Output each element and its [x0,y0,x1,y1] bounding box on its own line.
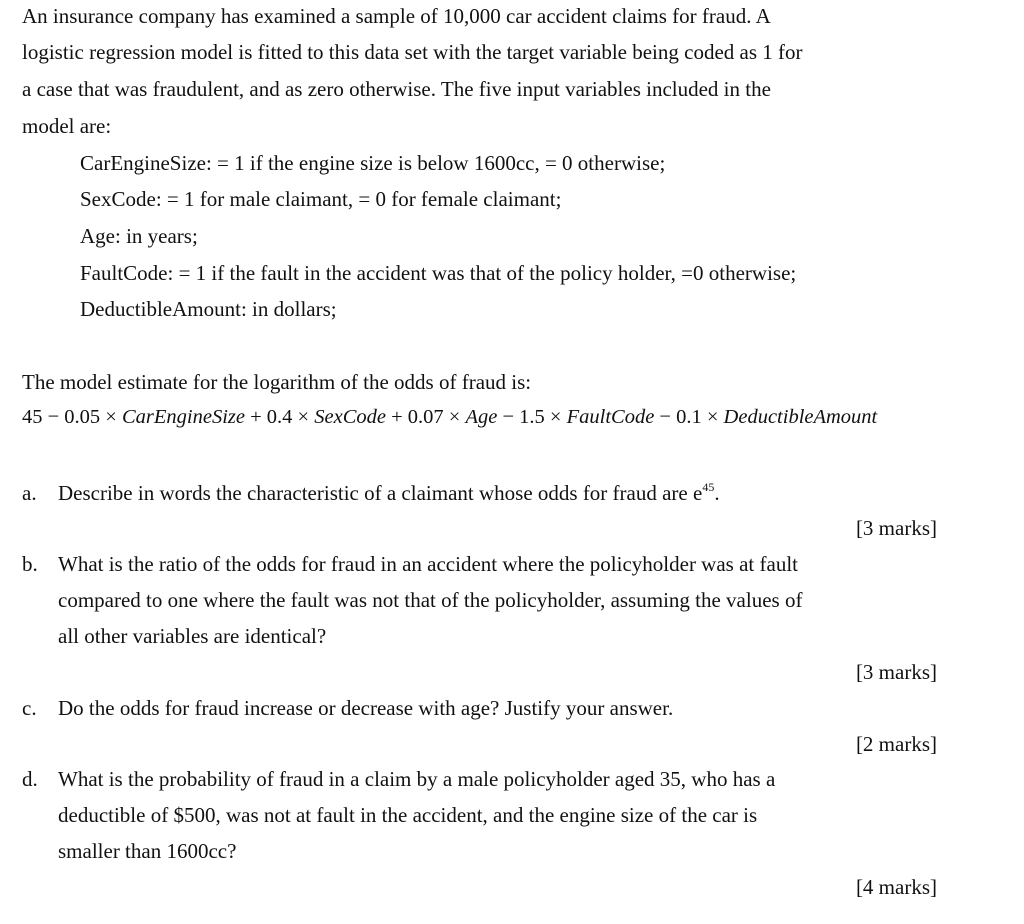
intro-line-2: logistic regression model is fitted to this data set with the target variable being coded as 1 for [22,40,803,64]
formula-variable: Age [465,406,498,428]
intro-line-1: An insurance company has examined a sample of 10,000 car accident claims for fraud. A [22,4,771,28]
formula-term: 45 − 0.05 × [22,406,122,428]
formula-variable: FaultCode [566,406,655,428]
question-b-marks: [3 marks] [855,660,937,684]
question-d-line-3: smaller than 1600cc? [58,839,237,863]
question-b-line-1: What is the ratio of the odds for fraud in an accident where the policyholder was at fault [58,552,798,576]
model-formula [22,405,877,429]
formula-term: − 0.1 × [654,406,724,428]
question-c-line-1: Do the odds for fraud increase or decrease with age? Justify your answer. [58,696,674,720]
formula-variable: DeductibleAmount [723,406,878,428]
variable-sex-code: SexCode: = 1 for male claimant, = 0 for female claimant; [80,187,562,211]
question-a-label: a. [22,481,37,505]
question-d-line-1: What is the probability of fraud in a claim by a male policyholder aged 35, who has a [58,767,776,791]
formula-variable: CarEngineSize [122,406,245,428]
variable-deductible-amount: DeductibleAmount: in dollars; [80,297,337,321]
question-d-label: d. [22,767,38,791]
question-d-marks: [4 marks] [855,875,937,899]
question-b-line-2: compared to one where the fault was not that of the policyholder, assuming the values of [58,588,803,612]
question-a-exponent: 45 [702,480,715,494]
formula-term: + 0.07 × [385,406,466,428]
model-heading: The model estimate for the logarithm of the odds of fraud is: [22,370,532,394]
question-a-end: . [714,481,720,505]
question-a-line-1: Describe in words the characteristic of a claimant whose odds for fraud are e [58,481,703,505]
question-c-marks: [2 marks] [855,732,937,756]
question-b-line-3: all other variables are identical? [58,624,327,648]
formula-term: − 1.5 × [497,406,567,428]
question-c-label: c. [22,696,37,720]
variable-car-engine-size: CarEngineSize: = 1 if the engine size is below 1600cc, = 0 otherwise; [80,151,666,175]
intro-line-4: model are: [22,114,112,138]
question-a-text [58,481,720,505]
variable-age: Age: in years; [80,224,198,248]
question-d-line-2: deductible of $500, was not at fault in the accident, and the engine size of the car is [58,803,758,827]
intro-line-3: a case that was fraudulent, and as zero otherwise. The five input variables included in the [22,77,771,101]
question-b-label: b. [22,552,38,576]
formula-term: + 0.4 × [245,406,315,428]
question-a-marks: [3 marks] [855,516,937,540]
formula-variable: SexCode [314,406,386,428]
variable-fault-code: FaultCode: = 1 if the fault in the accident was that of the policy holder, =0 otherwise; [80,261,797,285]
